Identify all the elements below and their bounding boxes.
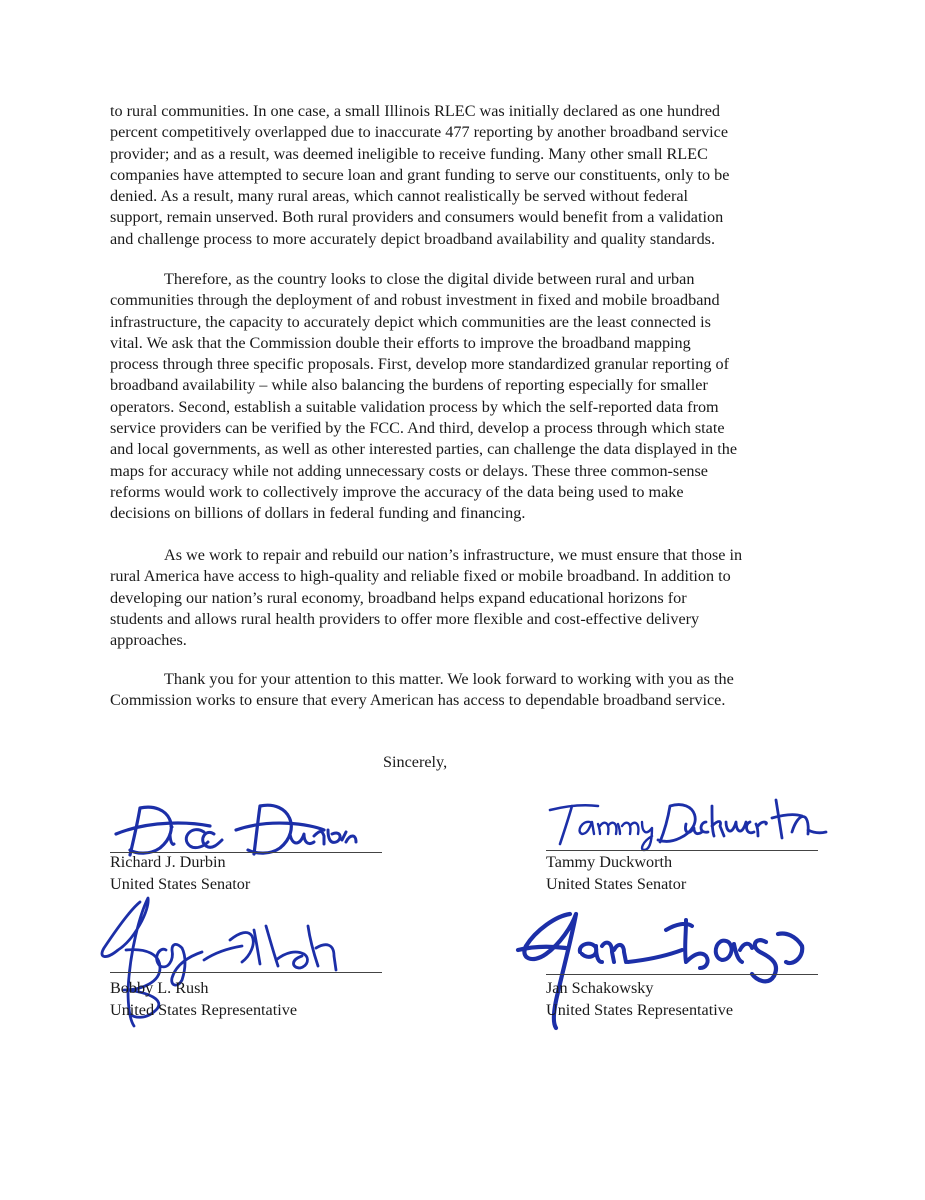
- text-line: operators. Second, establish a suitable validation process by which the self-reported data from: [110, 397, 719, 416]
- text-line: and challenge process to more accurately depict broadband availability and quality standards.: [110, 229, 716, 248]
- closing-salutation: Sincerely,: [383, 753, 448, 771]
- text-line: communities through the deployment of and robust investment in fixed and mobile broadband: [110, 291, 720, 310]
- text-line: service providers can be verified by the FCC. And third, develop a process through which state: [110, 419, 725, 438]
- signature-block-duckworth: [546, 798, 826, 918]
- signatory-title: United States Senator: [110, 875, 251, 893]
- text-line: percent competitively overlapped due to inaccurate 477 reporting by another broadband service: [110, 123, 729, 142]
- text-line: process through three specific proposals. First, develop more standardized granular reporting of: [110, 355, 729, 374]
- text-line: students and allows rural health providers to offer more flexible and cost-effective delivery: [110, 609, 700, 628]
- text-line: companies have attempted to secure loan and grant funding to serve our constituents, only to be: [110, 165, 730, 184]
- text-line: Thank you for your attention to this matter. We look forward to working with you as the: [164, 670, 734, 688]
- text-line: Commission works to ensure that every American has access to dependable broadband service.: [110, 691, 726, 710]
- signature-block-rush: [110, 920, 390, 1040]
- text-line: Therefore, as the country looks to close the digital divide between rural and urban: [164, 270, 695, 288]
- text-line: reforms would work to collectively improve the accuracy of the data being used to make: [110, 482, 684, 501]
- handwritten-signature-duckworth: [546, 792, 836, 852]
- signatory-title: United States Representative: [546, 1001, 734, 1019]
- text-line: and local governments, as well as other interested parties, can challenge the data displayed in the: [110, 440, 738, 459]
- paragraph-thank-you: [110, 669, 822, 712]
- text-line: support, remain unserved. Both rural providers and consumers would benefit from a validation: [110, 208, 724, 227]
- text-line: maps for accuracy while not adding unnecessary costs or delays. These three common-sense: [110, 461, 708, 480]
- text-line: provider; and as a result, was deemed ineligible to receive funding. Many other small RLEC: [110, 144, 708, 163]
- paragraph-rural-communities: [110, 101, 822, 250]
- signatory-name: Richard J. Durbin: [110, 853, 226, 871]
- signature-line: [546, 850, 818, 851]
- signatory-name: Bobby L. Rush: [110, 979, 209, 997]
- signatory-title: United States Representative: [110, 1001, 298, 1019]
- paragraph-infrastructure: [110, 545, 822, 651]
- signatory-title: United States Senator: [546, 875, 687, 893]
- signatory-name: Jan Schakowsky: [546, 979, 654, 997]
- signature-block-schakowsky: [546, 922, 826, 1042]
- text-line: vital. We ask that the Commission double their efforts to improve the broadband mapping: [110, 333, 691, 352]
- text-line: decisions on billions of dollars in federal funding and financing.: [110, 504, 526, 523]
- handwritten-signature-durbin: [110, 800, 390, 860]
- signatory-name: Tammy Duckworth: [546, 853, 673, 871]
- signature-line: [110, 972, 382, 973]
- text-line: broadband availability – while also balancing the burdens of reporting especially for smaller: [110, 376, 708, 395]
- signature-line: [546, 974, 818, 975]
- text-line: to rural communities. In one case, a small Illinois RLEC was initially declared as one hundred: [110, 102, 721, 120]
- text-line: infrastructure, the capacity to accurately depict which communities are the least connected is: [110, 312, 711, 331]
- paragraph-therefore: [110, 269, 822, 525]
- text-line: rural America have access to high-quality and reliable fixed or mobile broadband. In addition to: [110, 567, 731, 586]
- text-line: As we work to repair and rebuild our nation’s infrastructure, we must ensure that those in: [164, 546, 743, 564]
- text-line: developing our nation’s rural economy, broadband helps expand educational horizons for: [110, 588, 687, 607]
- text-line: denied. As a result, many rural areas, which cannot realistically be served without federal: [110, 187, 689, 206]
- text-line: approaches.: [110, 631, 187, 650]
